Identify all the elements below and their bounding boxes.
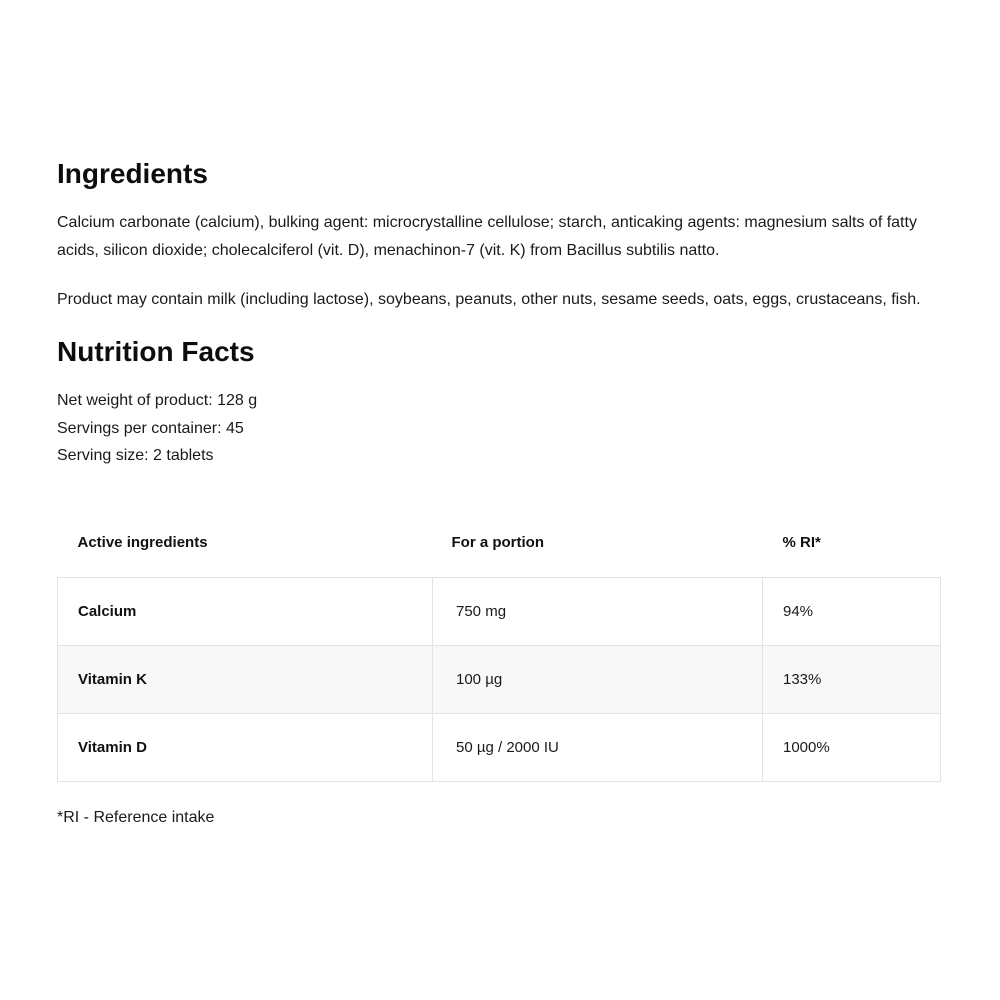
nutrition-facts-title: Nutrition Facts	[57, 336, 255, 367]
header-for-a-portion: For a portion	[451, 533, 544, 551]
allergens-text: Product may contain milk (including lactose), soybeans, peanuts, other nuts, sesame seeds, oats, eggs, crustaceans, fish.	[57, 291, 921, 308]
ingredient-ri: 1000%	[763, 713, 941, 781]
servings-per-container: Servings per container: 45	[57, 419, 244, 437]
ingredients-text: Calcium carbonate (calcium), bulking agent: microcrystalline cellulose; starch, anticaking agents: magnesium salts of fatty acids, silicon dioxide; cholecalciferol (vit. D), menachinon-7 (vit. K) from Bacillus subtilis natto.	[57, 214, 917, 259]
ingredients-title: Ingredients	[57, 158, 208, 189]
ingredient-ri: 94%	[763, 577, 941, 645]
table-row	[58, 713, 941, 781]
table-row	[58, 645, 941, 713]
serving-size: Serving size: 2 tablets	[57, 447, 214, 464]
ingredient-name: Vitamin K	[58, 645, 433, 713]
ingredient-name: Calcium	[58, 577, 433, 645]
nutrition-table-wrapper	[57, 508, 940, 782]
header-active-ingredients: Active ingredients	[77, 533, 208, 551]
header-ri: % RI*	[782, 533, 821, 551]
ingredient-name: Vitamin D	[58, 713, 433, 781]
table-header-row	[58, 508, 941, 578]
ingredient-ri: 133%	[763, 645, 941, 713]
ingredient-portion: 50 µg / 2000 IU	[433, 713, 763, 781]
ri-footnote: *RI - Reference intake	[57, 808, 215, 826]
product-info	[57, 156, 940, 829]
table-row	[58, 577, 941, 645]
ingredient-portion: 750 mg	[433, 577, 763, 645]
nutrition-table	[57, 508, 941, 782]
ingredient-portion: 100 µg	[433, 645, 763, 713]
net-weight: Net weight of product: 128 g	[57, 392, 258, 409]
nutrition-summary	[57, 387, 940, 470]
